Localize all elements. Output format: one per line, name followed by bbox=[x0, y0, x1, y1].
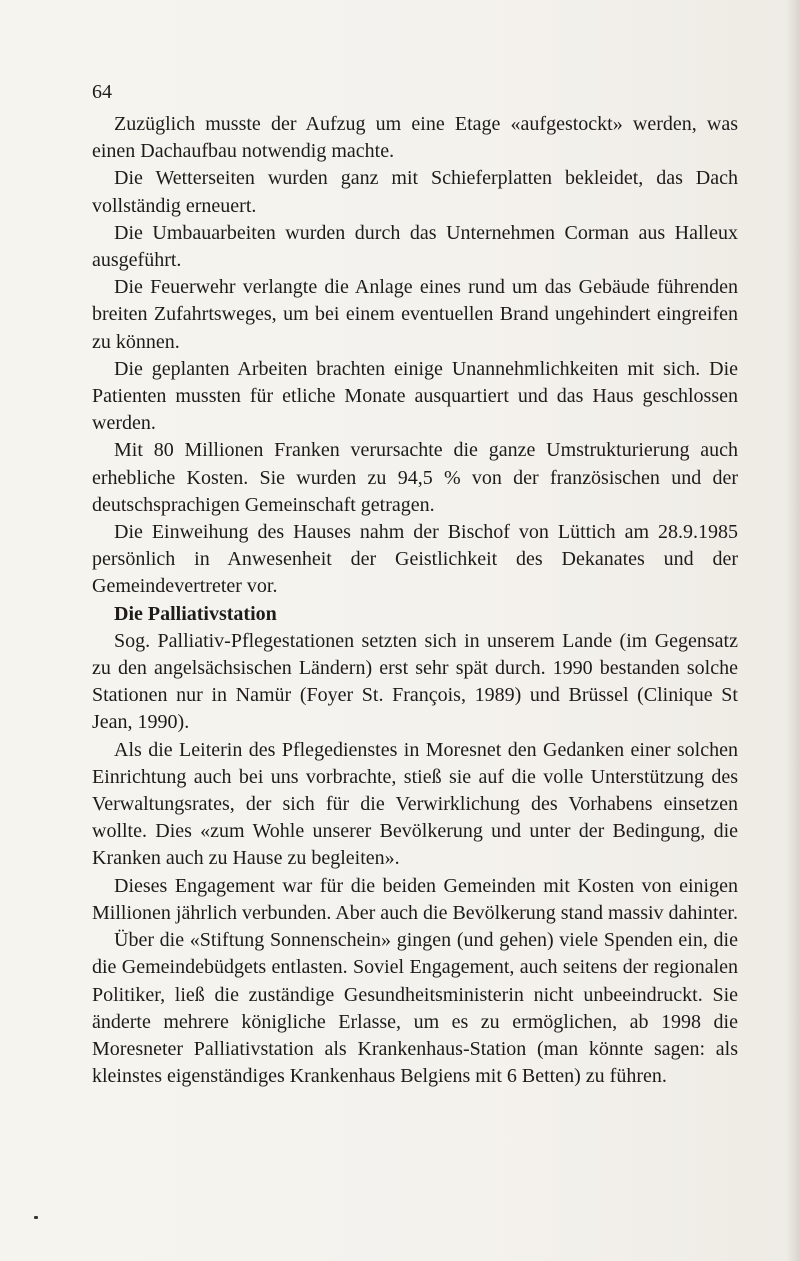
paragraph: Die Wetterseiten wurden ganz mit Schieferplatten bekleidet, das Dach vollständig erneuert. bbox=[92, 167, 738, 217]
paragraph: Die geplanten Arbeiten brachten einige Unannehmlichkeiten mit sich. Die Patienten mussten für etliche Monate ausquartiert und das Haus geschlossen werden. bbox=[92, 357, 738, 435]
paragraph: Zuzüglich musste der Aufzug um eine Etage «aufgestockt» werden, was einen Dachaufbau notwendig machte. bbox=[92, 113, 738, 163]
paragraph: Sog. Palliativ-Pflegestationen setzten sich in unserem Lande (im Gegensatz zu den angelsächsischen Ländern) erst sehr spät durch. 1990 bestanden solche Stationen nur in Namür (Foyer St. François, 1989) und Brüssel (Clinique St Jean, 1990). bbox=[92, 629, 738, 734]
paragraph: Die Umbauarbeiten wurden durch das Unternehmen Corman aus Halleux ausgeführt. bbox=[92, 221, 738, 272]
paragraph: Über die «Stiftung Sonnenschein» gingen (und gehen) viele Spenden ein, die die Gemeindebüdgets entlasten. Soviel Engagement, auch seitens der regionalen Politiker, ließ die zuständige Gesundheitsministerin nicht unbeeindruckt. Sie änderte mehrere königliche Erlasse, um es zu ermöglichen, ab 1998 die Moresneter Palliativstation als Krankenhaus-Station (man könnte sagen: als kleinstes eigenständiges Krankenhaus Belgiens mit 6 Betten) zu führen. bbox=[92, 929, 738, 1088]
page-body bbox=[92, 111, 738, 1090]
paragraph: Als die Leiterin des Pflegedienstes in Moresnet den Gedanken einer solchen Einrichtung auch bei uns vorbrachte, stieß sie auf die volle Unterstützung des Verwaltungsrates, der sich für die Verwirklichung des Vorhabens einsetzen wollte. Dies «zum Wohle unserer Bevölkerung und unter der Bedingung, die Kranken auch zu Hause zu begleiten». bbox=[92, 738, 738, 870]
paragraph: Die Feuerwehr verlangte die Anlage eines rund um das Gebäude führenden breiten Zufahrtsweges, um bei einem eventuellen Brand ungehindert eingreifen zu können. bbox=[92, 276, 738, 353]
paragraph: Die Einweihung des Hauses nahm der Bischof von Lüttich am 28.9.1985 persönlich in Anwesenheit der Geistlichkeit des Dekanates und der Gemeindevertreter vor. bbox=[92, 521, 738, 598]
page-edge-shadow bbox=[786, 0, 800, 1261]
paragraph: Mit 80 Millionen Franken verursachte die ganze Umstrukturierung auch erhebliche Kosten. Sie wurden zu 94,5 % von der französischen und der deutschsprachigen Gemeinschaft getragen. bbox=[92, 439, 738, 516]
section-heading: Die Palliativstation bbox=[114, 602, 277, 625]
ink-speck bbox=[34, 1216, 38, 1219]
paragraph: Dieses Engagement war für die beiden Gemeinden mit Kosten von einigen Millionen jährlich verbunden. Aber auch die Bevölkerung stand massiv dahinter. bbox=[92, 874, 738, 924]
page-number: 64 bbox=[92, 81, 112, 103]
